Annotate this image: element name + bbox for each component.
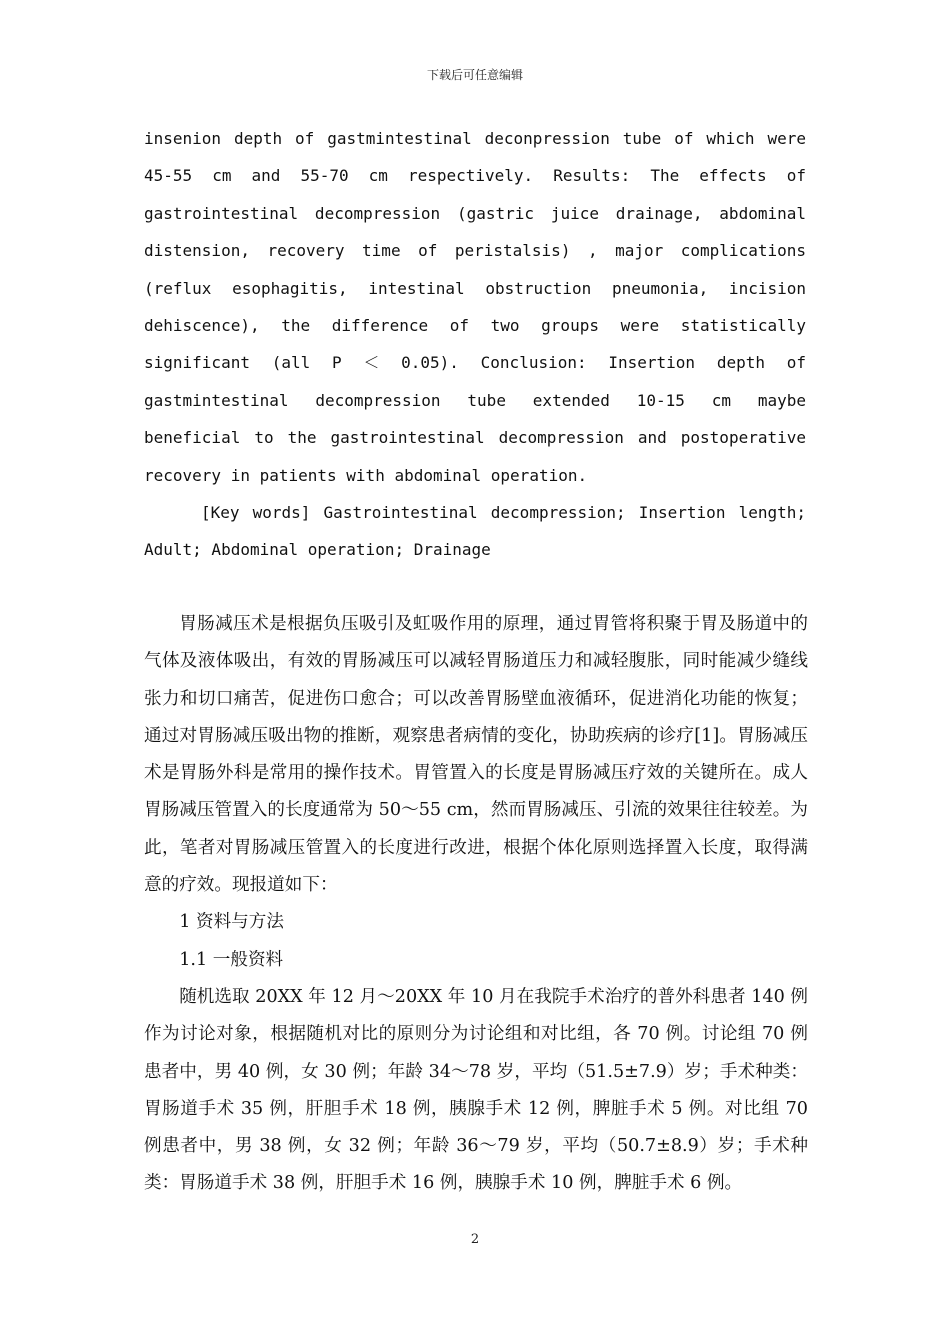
page-number: 2 [470, 1232, 480, 1247]
general-data-paragraph: 随机选取 20XX 年 12 月～20XX 年 10 月在我院手术治疗的普外科患者 140 例作为讨论对象，根据随机对比的原则分为讨论组和对比组，各 70 例。讨论组 70 例患者中，男 40 例，女 30 例；年龄 34～78 岁，平均（51.5±7.9）岁；手术种类：胃肠道手术 35 例，肝胆手术 18 例，胰腺手术 12 例，脾脏手术 5 例。对比组 70 例患者中，男 38 例，女 32 例；年龄 36～79 岁，平均（50.7±8.9）岁；手术种类：胃肠道手术 38 例，肝胆手术 16 例，胰腺手术 10 例，脾脏手术 6 例。 [144, 986, 808, 1194]
keywords-text: [Key words] Gastrointestinal decompression; Insertion length; Adult; Abdominal operation; Drainage [144, 503, 806, 560]
english-abstract [144, 120, 806, 569]
page-header: 下载后可任意编辑 [426, 68, 523, 82]
section-heading: 1 资料与方法 [179, 912, 284, 933]
chinese-body [144, 606, 808, 1203]
intro-paragraph: 胃肠减压术是根据负压吸引及虹吸作用的原理，通过胃管将积聚于胃及肠道中的气体及液体吸出，有效的胃肠减压可以减轻胃肠道压力和减轻腹胀，同时能减少缝线张力和切口痛苦，促进伤口愈合；可以改善胃肠壁血液循环，促进消化功能的恢复；通过对胃肠减压吸出物的推断，观察患者病情的变化，协助疾病的诊疗[1]。胃肠减压术是胃肠外科是常用的操作技术。胃管置入的长度是胃肠减压疗效的关键所在。成人胃肠减压管置入的长度通常为 50～55 cm，然而胃肠减压、引流的效果往往较差。为此，笔者对胃肠减压管置入的长度进行改进，根据个体化原则选择置入长度，取得满意的疗效。现报道如下： [144, 614, 808, 896]
abstract-text: insenion depth of gastmintestinal deconpression tube of which were 45-55 cm and 55-70 cm respectively. Results: The effects of gastrointestinal decompression (gastric juice drainage, abdominal distension, recovery time of peristalsis) , major complications (reflux esophagitis, intestinal obstruction pneumonia, incision dehiscence), the difference of two groups were statistically significant (all P ＜ 0.05). Conclusion: Insertion depth of gastmintestinal decompression tube extended 10-15 cm maybe beneficial to the gastrointestinal decompression and postoperative recovery in patients with abdominal operation. [144, 129, 806, 485]
subsection-heading: 1.1 一般资料 [179, 949, 284, 970]
